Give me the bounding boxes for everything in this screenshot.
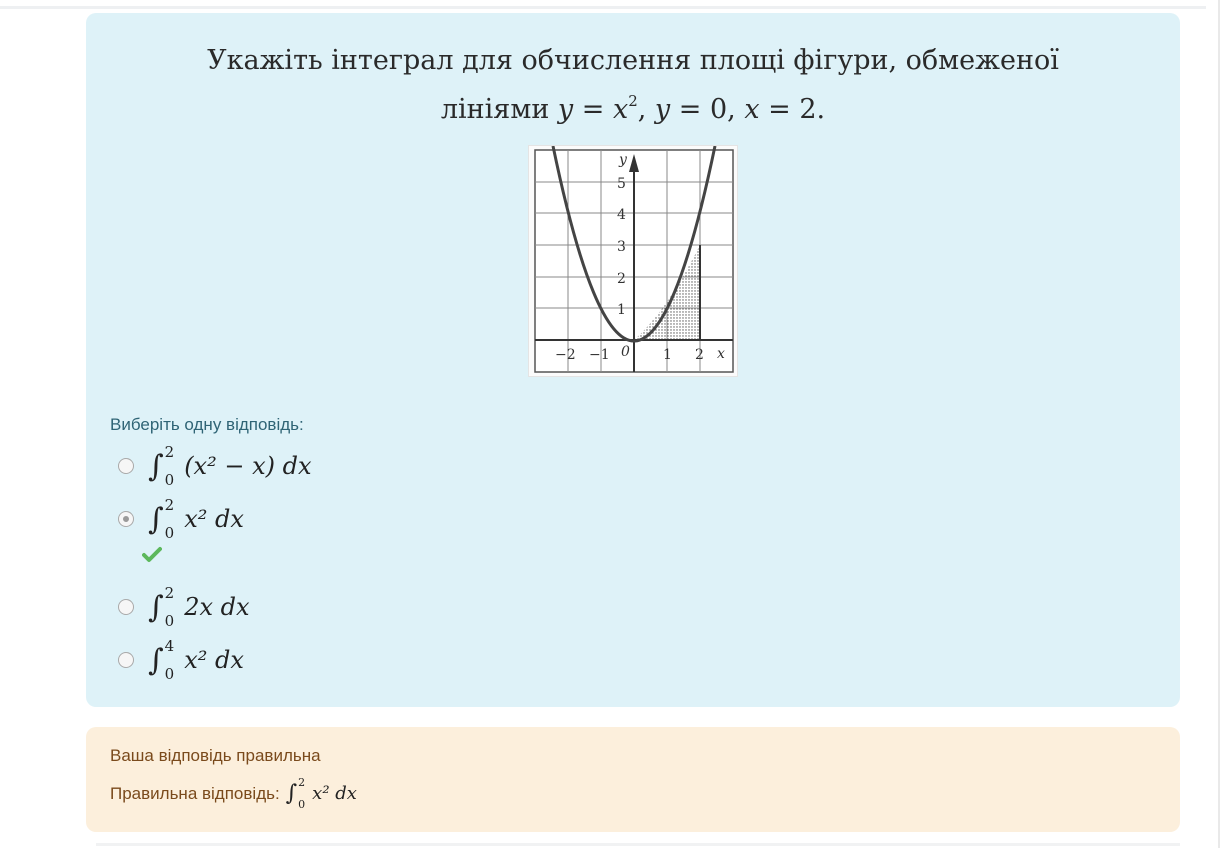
parabola-graph bbox=[529, 146, 737, 376]
x-tick-2: 2 bbox=[695, 347, 704, 363]
option-3-integral: ∫ 2 0 2x dx bbox=[148, 584, 250, 630]
integral-sign-icon: ∫ bbox=[148, 501, 164, 537]
y-tick-3: 3 bbox=[617, 239, 626, 255]
correct-answer-integral: ∫ 2 0 x² dx bbox=[285, 775, 357, 811]
y-tick-4: 4 bbox=[617, 207, 626, 223]
feedback-card bbox=[86, 727, 1180, 832]
option-2-integral: ∫ 2 0 x² dx bbox=[148, 496, 244, 542]
answer-option-1[interactable] bbox=[110, 443, 312, 489]
answer-option-4[interactable] bbox=[110, 637, 244, 683]
option-4-integral: ∫ 4 0 x² dx bbox=[148, 637, 244, 683]
correct-answer-label: Правильна відповідь: bbox=[110, 783, 280, 803]
option-1-integral: ∫ 2 0 (x² − x) dx bbox=[148, 443, 312, 489]
radio-option-1[interactable] bbox=[118, 458, 134, 474]
correct-answer bbox=[110, 775, 357, 811]
x-tick-0: 0 bbox=[621, 344, 630, 360]
radio-option-3[interactable] bbox=[118, 599, 134, 615]
x-tick-1: 1 bbox=[663, 347, 672, 363]
question-text bbox=[86, 41, 1180, 130]
question-line-2: лініями $y = x^2$, y = 0, x = 2. bbox=[440, 92, 826, 125]
y-tick-1: 1 bbox=[617, 302, 626, 318]
x-tick-neg2: −2 bbox=[555, 347, 576, 363]
question-line-1: Укажіть інтеграл для обчислення площі фігури, обмеженої bbox=[207, 45, 1059, 76]
integral-sign-icon: ∫ bbox=[148, 448, 164, 484]
x-tick-neg1: −1 bbox=[589, 347, 610, 363]
check-icon bbox=[142, 546, 162, 564]
integral-sign-icon: ∫ bbox=[148, 589, 164, 625]
feedback-status: Ваша відповідь правильна bbox=[110, 746, 321, 765]
x-axis-label: x bbox=[717, 346, 725, 362]
bottom-divider bbox=[96, 843, 1180, 846]
answer-prompt: Виберіть одну відповідь: bbox=[110, 415, 304, 434]
y-tick-5: 5 bbox=[617, 176, 626, 192]
answer-option-3[interactable] bbox=[110, 584, 250, 630]
question-card bbox=[86, 13, 1180, 707]
radio-option-4[interactable] bbox=[118, 652, 134, 668]
integral-sign-icon: ∫ bbox=[148, 642, 164, 678]
y-axis-label: y bbox=[619, 152, 627, 168]
y-tick-2: 2 bbox=[617, 271, 626, 287]
radio-option-2[interactable] bbox=[118, 511, 134, 527]
question-image bbox=[528, 145, 738, 377]
top-divider bbox=[0, 6, 1206, 9]
integral-sign-icon: ∫ bbox=[285, 781, 298, 806]
answer-option-2[interactable] bbox=[110, 496, 244, 542]
